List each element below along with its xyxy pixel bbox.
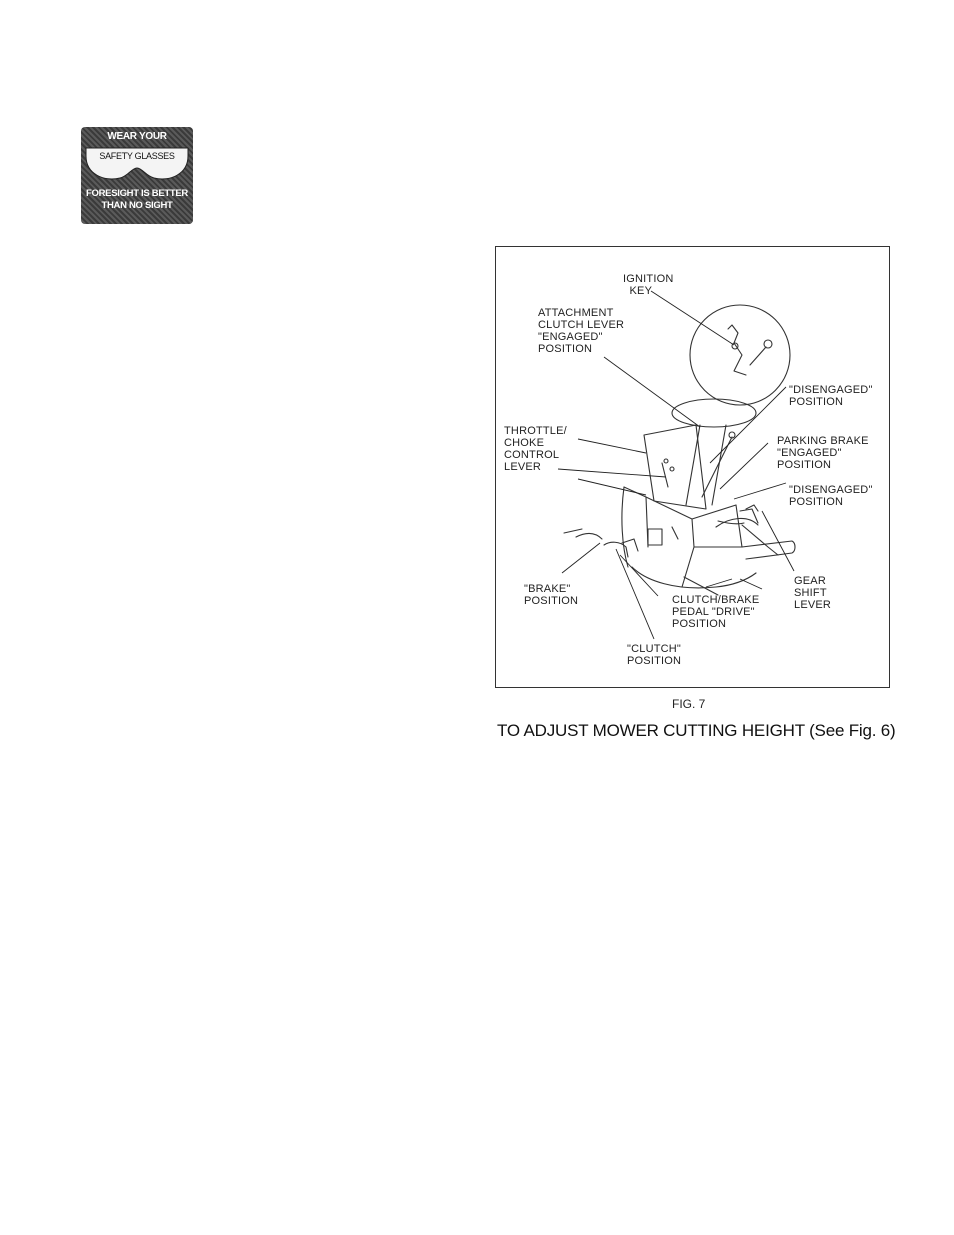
badge-line-1: WEAR YOUR [107, 131, 167, 142]
leader-clutch-brake-pedal [620, 555, 658, 596]
leader-ignition-key [651, 291, 734, 345]
label-clutch-brake-pedal: CLUTCH/BRAKE PEDAL "DRIVE" POSITION [672, 594, 760, 630]
leader-gear-shift-2 [740, 579, 762, 589]
label-disengaged-lower: "DISENGAGED" POSITION [789, 484, 873, 508]
label-gear-shift: GEAR SHIFT LEVER [794, 575, 832, 611]
label-disengaged-upper: "DISENGAGED" POSITION [789, 384, 873, 408]
leader-parking-brake [720, 443, 768, 489]
label-attachment-clutch: ATTACHMENT CLUTCH LEVER "ENGAGED" POSITION [538, 307, 625, 355]
label-brake-position: "BRAKE" POSITION [524, 583, 579, 607]
figure-caption: FIG. 7 [672, 697, 706, 711]
label-throttle-choke: THROTTLE/ CHOKE CONTROL LEVER [504, 425, 567, 473]
section-heading: TO ADJUST MOWER CUTTING HEIGHT (See Fig. 6) [497, 721, 896, 740]
badge-line-4: THAN NO SIGHT [101, 200, 173, 211]
figure-7-frame [495, 246, 890, 688]
leader-disengaged-lower [734, 483, 786, 499]
safety-glasses-icon [84, 144, 190, 184]
leader-attachment-clutch [604, 357, 700, 427]
leader-choke [578, 479, 646, 495]
key-magnifier-circle [690, 305, 790, 405]
label-parking-brake: PARKING BRAKE "ENGAGED" POSITION [777, 435, 869, 471]
safety-glasses-badge [81, 127, 193, 224]
label-clutch-position: "CLUTCH" POSITION [627, 643, 682, 667]
label-ignition-key: IGNITION KEY [623, 273, 674, 297]
leader-disengaged-upper [710, 387, 786, 463]
badge-line-2: SAFETY GLASSES [99, 151, 175, 161]
leader-brake [562, 543, 600, 573]
badge-line-3: FORESIGHT IS BETTER [86, 188, 188, 199]
leader-throttle [578, 439, 646, 453]
leader-clutch [616, 549, 654, 639]
